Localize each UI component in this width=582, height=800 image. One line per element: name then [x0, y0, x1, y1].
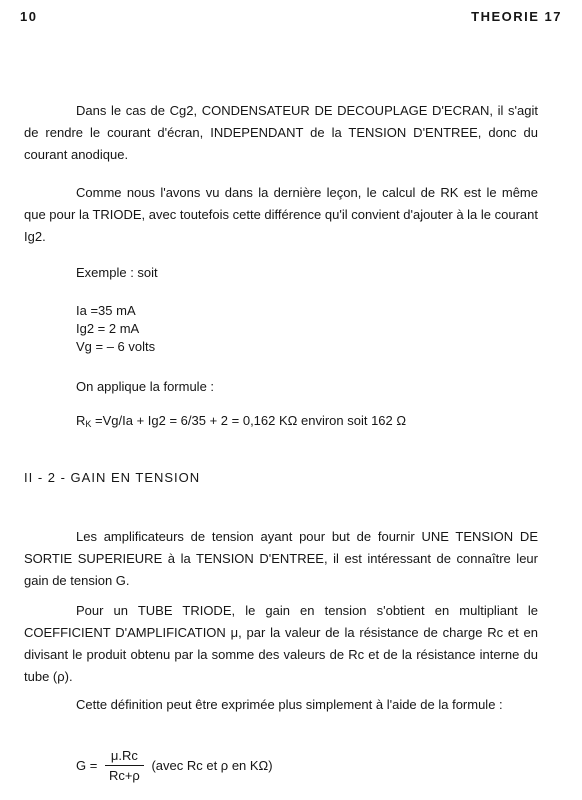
rk-subscript: K: [85, 419, 92, 429]
gain-formula: [76, 748, 273, 783]
example-value-ig2: Ig2 = 2 mA: [76, 321, 140, 336]
apply-formula-label: On applique la formule :: [76, 379, 215, 394]
gain-note: (avec Rc et ρ en KΩ): [151, 758, 273, 773]
example-value-vg: Vg = – 6 volts: [76, 339, 156, 354]
gain-denominator: Rc+ρ: [108, 768, 140, 783]
section-title: THEORIE 17: [471, 9, 562, 24]
rk-expression: =Vg/Ia + Ig2 = 6/35 + 2 = 0,162 KΩ environ soit 162 Ω: [95, 413, 407, 428]
section-heading-gain: II - 2 - GAIN EN TENSION: [24, 470, 201, 485]
rk-symbol: R: [76, 413, 86, 428]
gain-numerator: μ.Rc: [105, 748, 144, 766]
rk-formula: [76, 413, 406, 429]
paragraph-triode-gain: Pour un TUBE TRIODE, le gain en tension s'obtient en multipliant le COEFFICIENT D'AMPLIFICATION μ, par la valeur de la résistance de charge Rc et en divisant le produit obtenu par la somme des valeurs de Rc et de la résistance interne du tube (ρ).: [24, 603, 538, 684]
paragraph-definition: Cette définition peut être exprimée plus simplement à l'aide de la formule :: [76, 697, 503, 712]
example-label: Exemple : soit: [76, 265, 158, 280]
paragraph-rk-calculation: Comme nous l'avons vu dans la dernière leçon, le calcul de RK est le même que pour la TRIODE, avec toutefois cette différence qu'il convient d'ajouter à la le courant Ig2.: [24, 185, 538, 244]
paragraph-voltage-amplifiers: Les amplificateurs de tension ayant pour but de fournir UNE TENSION DE SORTIE SUPERIEURE à la TENSION D'ENTREE, il est intéressant de connaître leur gain de tension G.: [24, 529, 538, 588]
page-number: 10: [20, 9, 38, 24]
paragraph-decoupling: Dans le cas de Cg2, CONDENSATEUR DE DECOUPLAGE D'ECRAN, il s'agit de rendre le courant d'écran, INDEPENDANT de la TENSION D'ENTREE, donc du courant anodique.: [24, 103, 538, 162]
gain-fraction: [105, 748, 144, 783]
gain-lhs: G =: [76, 758, 98, 773]
example-value-ia: Ia =35 mA: [76, 303, 136, 318]
